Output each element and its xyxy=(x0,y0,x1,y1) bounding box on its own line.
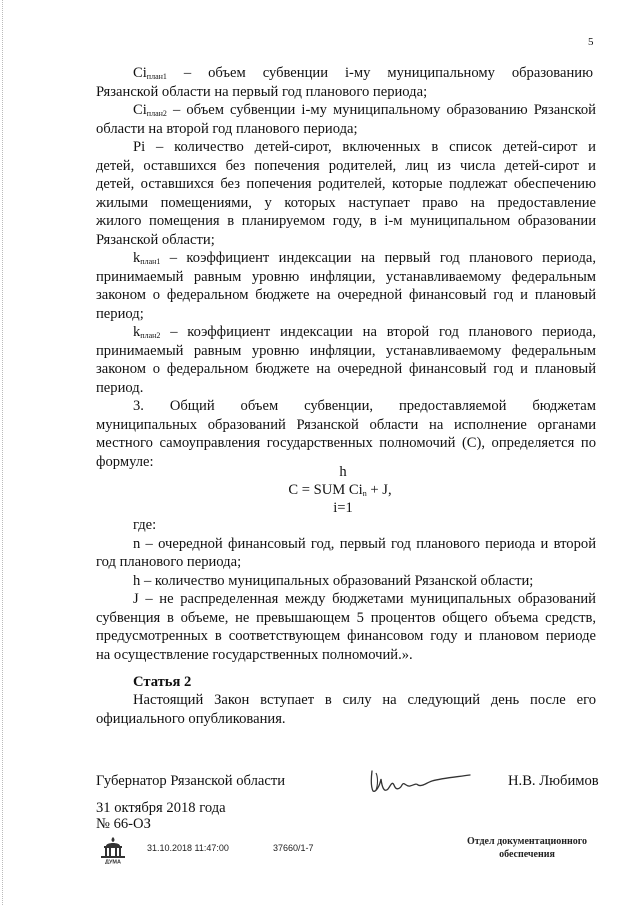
stamp-datetime: 31.10.2018 11:47:00 xyxy=(147,843,229,853)
definition-k-plan2-line4: период. xyxy=(96,380,144,396)
definition-k-plan1-line2: принимаемый равным уровню инфляции, устанавливаемому федеральным xyxy=(96,269,596,285)
handwritten-signature xyxy=(366,763,476,797)
definition-ci-plan1-cont: Рязанской области на первый год планового периода; xyxy=(96,84,428,100)
definition-text: – коэффициент индексации на первый год планового периода, xyxy=(160,250,596,266)
where-j-line2: субвенция в объеме, не превышающем 5 процентов общего объема средств, xyxy=(96,610,596,626)
definition-pi-line3: детей, оставшихся без попечения родителей, которые подлежат обеспечению xyxy=(96,176,596,192)
signatory-title: Губернатор Рязанской области xyxy=(96,773,286,789)
definition-pi-line2: детей, оставшихся без попечения родителей, лиц из числа детей-сирот и xyxy=(96,158,596,174)
where-h-line: h – количество муниципальных образований Рязанской области; xyxy=(133,573,534,589)
definition-k-plan1-line3: законом о федеральном бюджете на очередной финансовый год и плановый xyxy=(96,287,596,303)
law-number: № 66-ОЗ xyxy=(96,816,151,832)
definition-subscript: план2 xyxy=(140,331,161,340)
definition-ci-plan1 xyxy=(133,64,593,83)
law-date: 31 октября 2018 года xyxy=(96,800,226,816)
page-number: 5 xyxy=(588,36,594,48)
department-stamp xyxy=(447,835,607,861)
stamp-code: 37660/1-7 xyxy=(273,843,314,853)
definition-subscript: план2 xyxy=(146,109,167,118)
item3-line3: местного самоуправления государственных полномочий (С), определяется по xyxy=(96,435,596,451)
definition-text: – объем субвенции i-му муниципальному образованию xyxy=(166,65,593,81)
department-stamp-line2: обеспечения xyxy=(499,849,555,860)
where-label: где: xyxy=(133,517,157,533)
formula-upper-limit: h xyxy=(339,464,347,480)
formula-main xyxy=(20,481,640,499)
where-j-line4: на осуществление государственных полномочий.». xyxy=(96,647,413,663)
formula-sum: C = SUM Ci xyxy=(288,482,363,498)
definition-ci-plan2-cont: области на второй год планового периода; xyxy=(96,121,358,137)
where-j-line1: J – не распределенная между бюджетами муниципальных образований xyxy=(133,591,596,607)
article2-line2: официального опубликования. xyxy=(96,711,286,727)
where-n-line2: год планового периода; xyxy=(96,554,242,570)
definition-text: – коэффициент индексации на второй год планового периода, xyxy=(160,324,596,340)
scan-edge-artifact xyxy=(2,0,4,905)
article2-line1: Настоящий Закон вступает в силу на следующий день после его xyxy=(133,692,596,708)
definition-symbol: k xyxy=(133,324,141,340)
definition-subscript: план1 xyxy=(146,72,167,81)
definition-text: – объем субвенции i-му муниципальному образованию Рязанской xyxy=(166,102,596,118)
definition-pi-line6: Рязанской области; xyxy=(96,232,215,248)
formula-subscript: n xyxy=(362,489,367,498)
signatory-name: Н.В. Любимов xyxy=(508,773,599,789)
definition-pi-line4: жилыми помещениями, у которых наступает право на предоставление xyxy=(96,195,596,211)
department-stamp-line1: Отдел документационного xyxy=(466,836,588,847)
definition-symbol: Ci xyxy=(133,65,147,81)
item3-line1: 3. Общий объем субвенции, предоставляемой бюджетам xyxy=(133,398,596,414)
definition-subscript: план1 xyxy=(140,257,161,266)
definition-pi-line5: жилого помещения в планируемом году, в i-м муниципальном образовании xyxy=(96,213,596,229)
svg-text:ДУМА: ДУМА xyxy=(105,859,121,864)
definition-symbol: k xyxy=(133,250,141,266)
formula-lower-limit: i=1 xyxy=(333,500,353,516)
duma-logo-icon xyxy=(98,836,128,864)
item3-line2: муниципальных образований Рязанской области на исполнение органами xyxy=(96,417,596,433)
definition-k-plan2-line2: принимаемый равным уровню инфляции, устанавливаемому федеральным xyxy=(96,343,596,359)
item3-line4: формуле: xyxy=(96,454,154,470)
formula-tail: + J, xyxy=(366,482,392,498)
where-j-line3: предусмотренных в соответствующем финансовом году и плановом периоде xyxy=(96,628,596,644)
definition-k-plan2-line3: законом о федеральном бюджете на очередной финансовый год и плановый xyxy=(96,361,596,377)
definition-k-plan1-line4: период; xyxy=(96,306,144,322)
definition-ci-plan2 xyxy=(133,101,596,120)
definition-k-plan2 xyxy=(133,323,596,342)
article2-heading: Статья 2 xyxy=(133,674,192,690)
where-n-line1: n – очередной финансовый год, первый год планового периода и второй xyxy=(133,536,596,552)
definition-k-plan1 xyxy=(133,249,596,268)
definition-symbol: Ci xyxy=(133,102,147,118)
definition-pi-line1: Pi – количество детей-сирот, включенных в список детей-сирот и xyxy=(133,139,596,155)
